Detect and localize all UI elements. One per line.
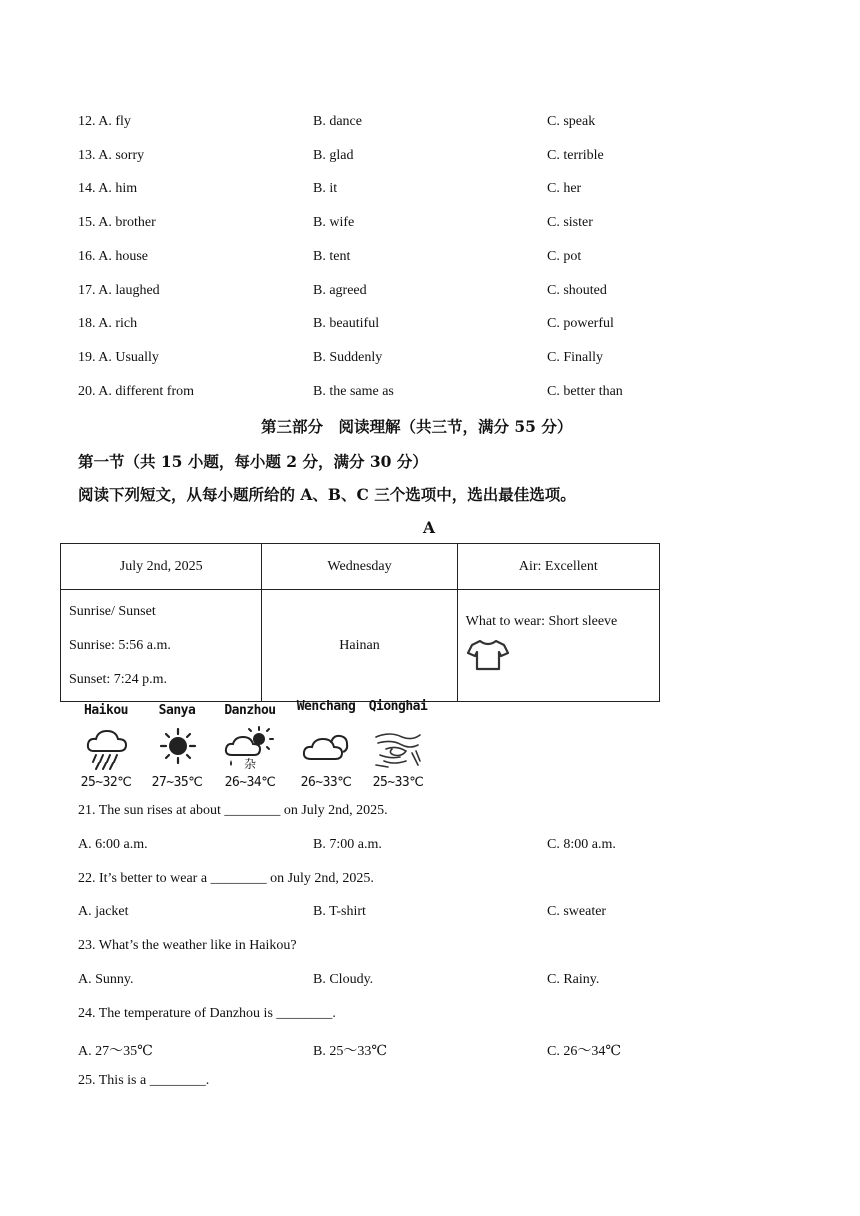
- city-temperature: 26~33℃: [300, 775, 352, 790]
- sun-title: Sunrise/ Sunset: [69, 603, 156, 619]
- answer-a: A. jacket: [78, 904, 129, 919]
- city-temperature: 27~35℃: [151, 775, 203, 790]
- option-a: 20. A. different from: [78, 384, 194, 399]
- answer-row: [78, 837, 778, 857]
- question-stem: 24. The temperature of Danzhou is ________.: [78, 1006, 336, 1021]
- answer-row: [78, 1040, 778, 1060]
- option-a: 16. A. house: [78, 249, 148, 264]
- option-b: B. wife: [313, 215, 355, 230]
- answer-a: A. 6:00 a.m.: [78, 837, 148, 852]
- option-row: [78, 384, 778, 404]
- option-b: B. agreed: [313, 283, 367, 298]
- rain-cloud-icon: [84, 725, 130, 771]
- answer-row: [78, 904, 778, 924]
- option-b: B. beautiful: [313, 316, 380, 331]
- option-c: C. sister: [547, 215, 593, 230]
- option-row: [78, 283, 778, 303]
- option-c: C. speak: [547, 114, 596, 129]
- place-cell: Hainan: [262, 590, 457, 702]
- date-cell: July 2nd, 2025: [61, 544, 262, 590]
- city-weather: [213, 703, 287, 790]
- city-weather: [289, 699, 363, 790]
- city-weather: [361, 699, 435, 790]
- sunrise-time: Sunrise: 5:56 a.m.: [69, 637, 171, 653]
- option-a: 18. A. rich: [78, 316, 138, 331]
- option-a: 15. A. brother: [78, 215, 156, 230]
- option-b: B. it: [313, 181, 338, 196]
- option-c: C. shouted: [547, 283, 607, 298]
- wind-icon: [372, 725, 424, 771]
- answer-row: [78, 972, 778, 992]
- option-b: B. Suddenly: [313, 350, 383, 365]
- option-a: 12. A. fly: [78, 114, 131, 129]
- option-c: C. better than: [547, 384, 623, 399]
- air-quality-cell: Air: Excellent: [457, 544, 659, 590]
- option-a: 13. A. sorry: [78, 148, 145, 163]
- city-name: Sanya: [158, 703, 196, 718]
- option-c: C. powerful: [547, 316, 614, 331]
- option-b: B. tent: [313, 249, 351, 264]
- option-row: [78, 148, 778, 168]
- t-shirt-icon: [466, 638, 510, 672]
- city-temperature: 25~33℃: [372, 775, 424, 790]
- option-b: B. dance: [313, 114, 362, 129]
- sun-times-cell: [61, 590, 262, 702]
- wear-cell: [457, 590, 659, 702]
- answer-c: C. 26～34℃: [547, 1044, 621, 1059]
- answer-b: B. 25～33℃: [313, 1044, 387, 1059]
- option-row: [78, 114, 778, 134]
- question-stem: 22. It’s better to wear a ________ on July 2nd, 2025.: [78, 871, 374, 886]
- option-b: B. the same as: [313, 384, 394, 399]
- option-c: C. her: [547, 181, 582, 196]
- answer-b: B. 7:00 a.m.: [313, 837, 382, 852]
- option-a: 17. A. laughed: [78, 283, 160, 298]
- option-c: C. terrible: [547, 148, 604, 163]
- answer-c: C. 8:00 a.m.: [547, 837, 616, 852]
- option-row: [78, 350, 778, 370]
- cloud-icon: [301, 725, 351, 771]
- option-row: [78, 181, 778, 201]
- answer-b: B. Cloudy.: [313, 972, 374, 987]
- city-name: Wenchang: [296, 699, 356, 714]
- option-c: C. Finally: [547, 350, 604, 365]
- option-b: B. glad: [313, 148, 354, 163]
- city-weather: [69, 703, 143, 790]
- sun-icon: [155, 725, 201, 771]
- wear-advice: What to wear: Short sleeve: [465, 614, 618, 629]
- sunset-time: Sunset: 7:24 p.m.: [69, 671, 168, 687]
- answer-c: C. Rainy.: [547, 972, 600, 987]
- section-title: 第一节（共 15 小题，每小题 2 分，满分 30 分）: [78, 452, 428, 471]
- city-weather-strip: [78, 699, 438, 795]
- option-a: 14. A. him: [78, 181, 138, 196]
- question-stem: 21. The sun rises at about ________ on July 2nd, 2025.: [78, 803, 388, 818]
- answer-b: B. T-shirt: [313, 904, 366, 919]
- answer-c: C. sweater: [547, 904, 607, 919]
- answer-a: A. 27～35℃: [78, 1044, 153, 1059]
- city-weather: [140, 703, 214, 790]
- passage-label: A: [423, 518, 436, 537]
- question-stem: 23. What’s the weather like in Haikou?: [78, 938, 297, 953]
- option-row: [78, 215, 778, 235]
- weather-info-table: [60, 543, 660, 702]
- city-temperature: 25~32℃: [80, 775, 132, 790]
- instructions: 阅读下列短文，从每小题所给的 A、B、C 三个选项中，选出最佳选项。: [78, 485, 576, 504]
- danzhou-note: 杂: [244, 757, 257, 771]
- part-title: 第三部分 阅读理解（共三节，满分 55 分）: [261, 417, 573, 436]
- option-a: 19. A. Usually: [78, 350, 159, 365]
- option-c: C. pot: [547, 249, 582, 264]
- option-row: [78, 249, 778, 269]
- weekday-cell: Wednesday: [262, 544, 457, 590]
- question-stem: 25. This is a ________.: [78, 1073, 210, 1088]
- city-name: Haikou: [84, 703, 128, 718]
- city-name: Danzhou: [224, 703, 276, 718]
- answer-a: A. Sunny.: [78, 972, 134, 987]
- option-row: [78, 316, 778, 336]
- city-name: Qionghai: [368, 699, 428, 714]
- city-temperature: 26~34℃: [224, 775, 276, 790]
